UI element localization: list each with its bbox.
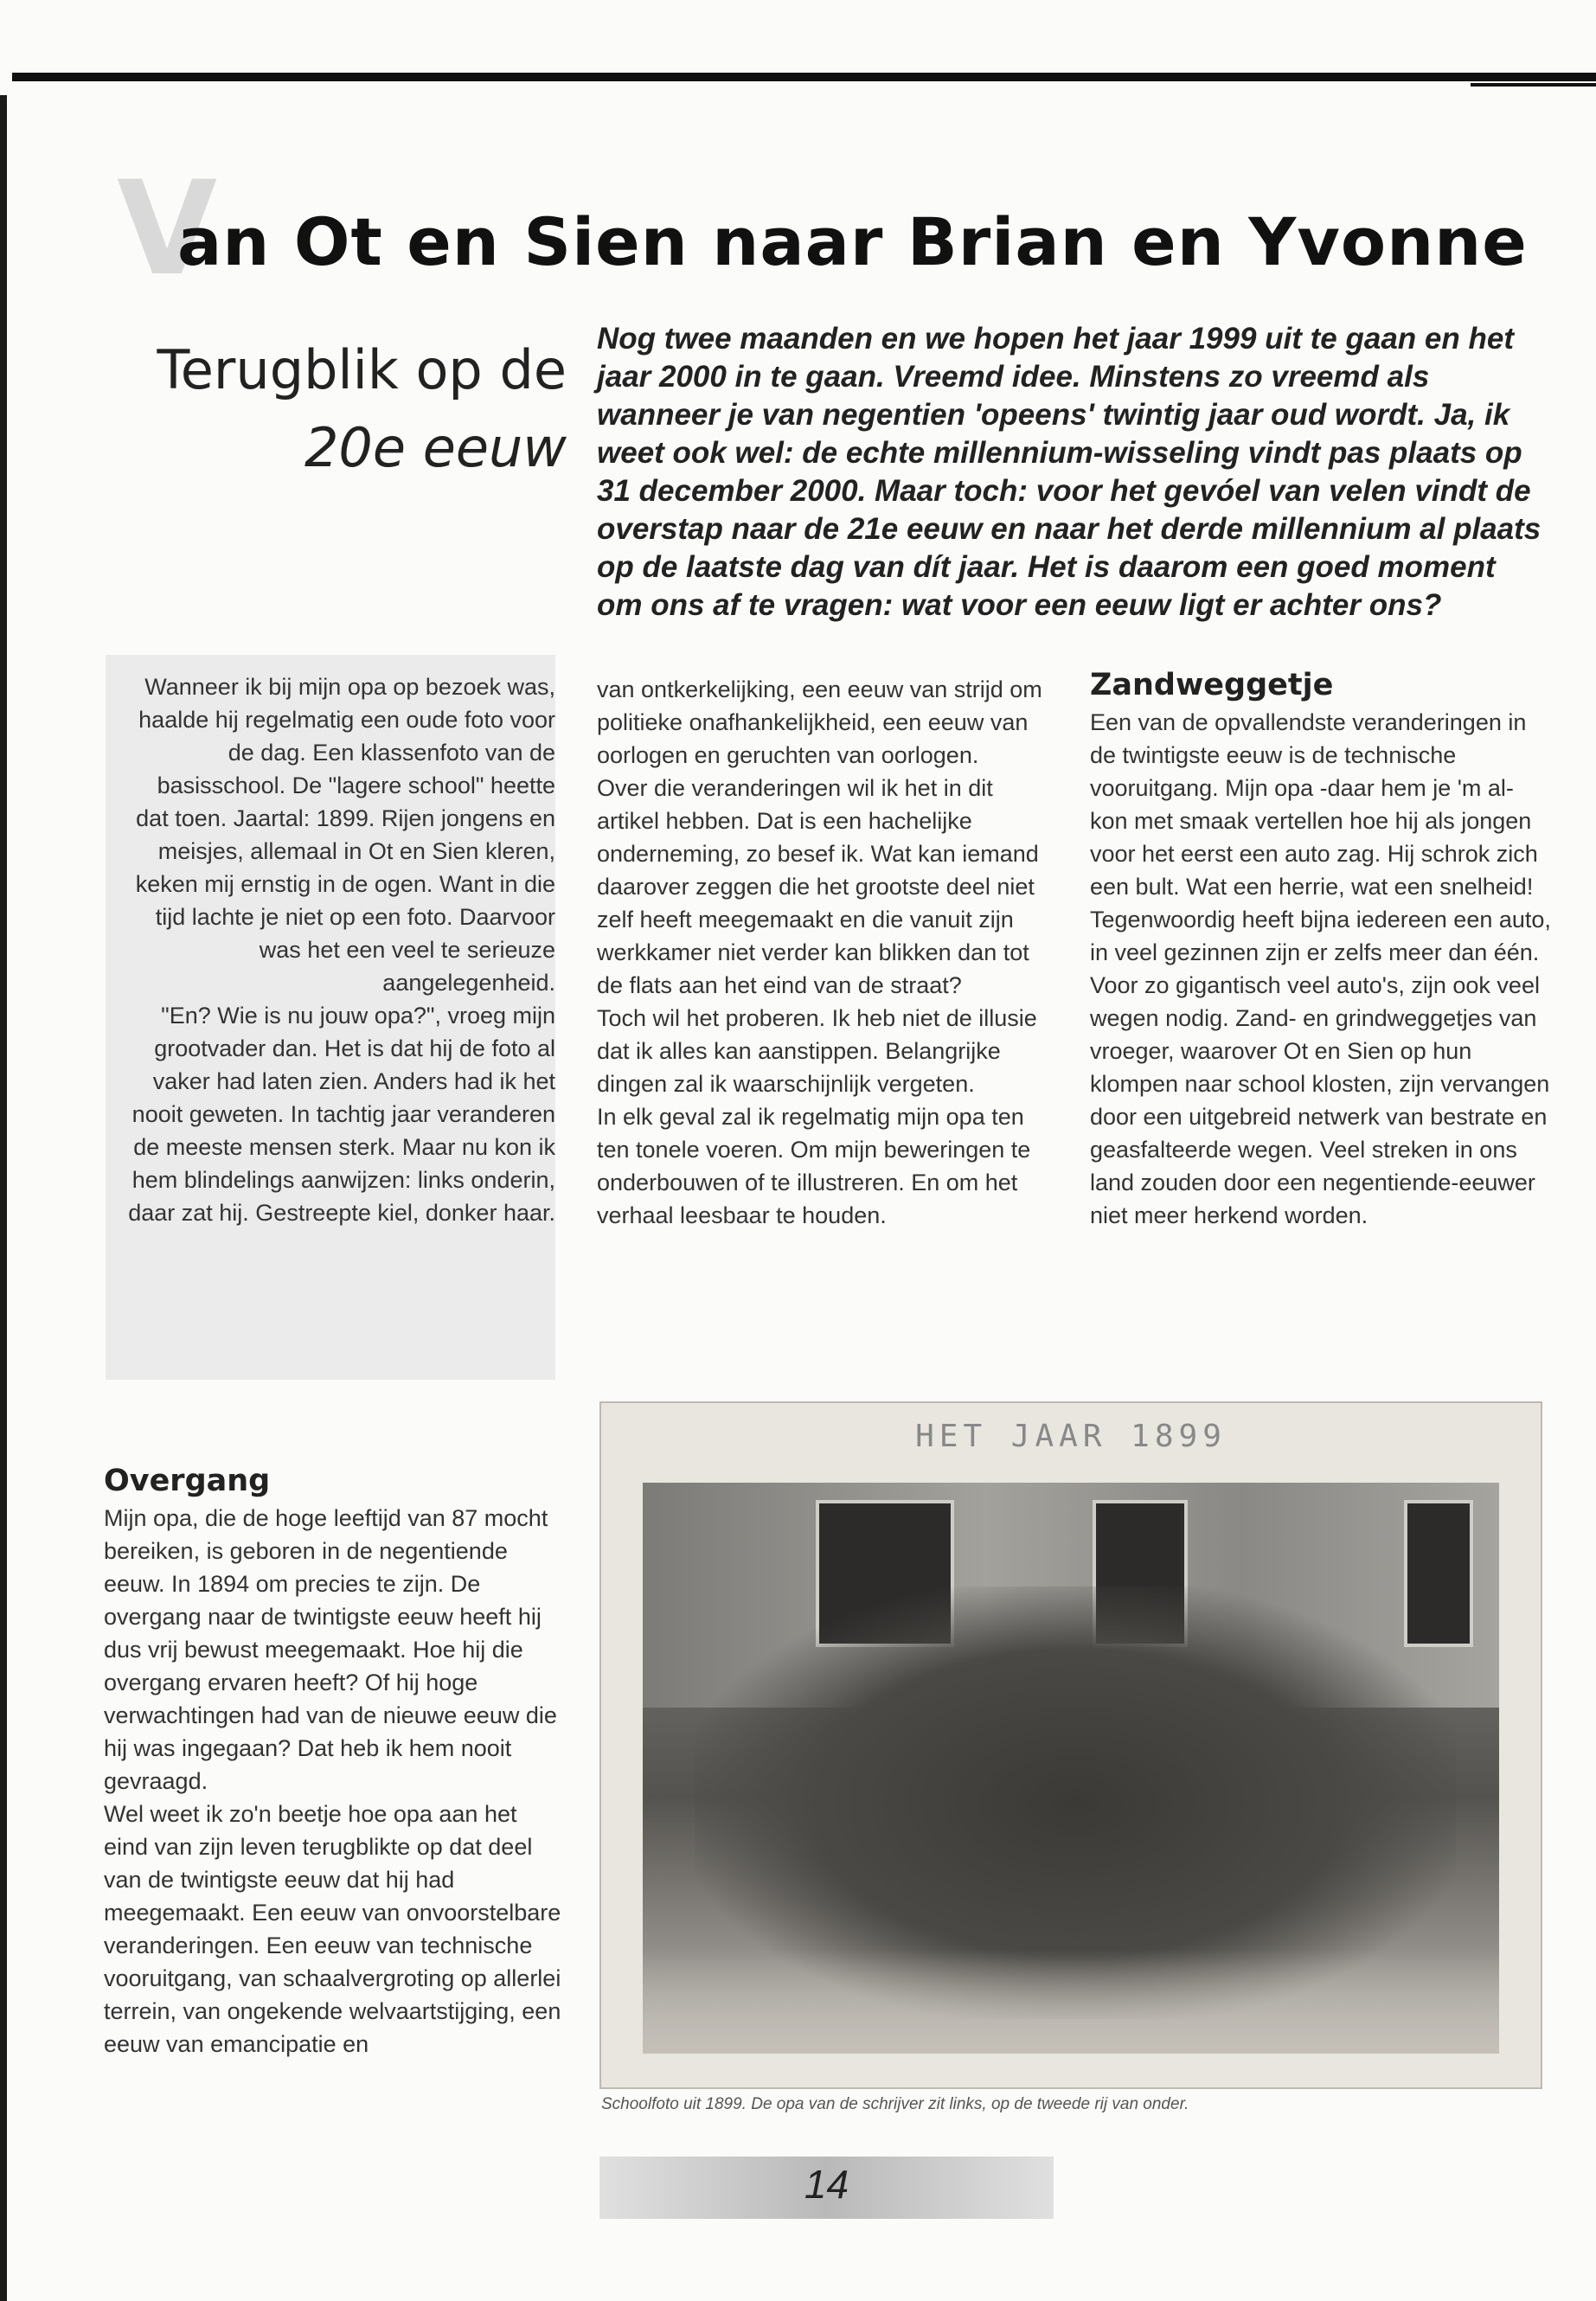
column-4-paragraph-1: Mijn opa, die de hoge leeftijd van 87 mocht bereiken, is geboren in de negentiende eeuw. In 1894 om precies te zijn. De overgang naar de twintigste eeuw heeft hij dus vrij bewust meegemaakt. Hoe hij die overgang ervaren heeft? Of hij hoge verwachtingen had van de nieuwe eeuw die hij was ingegaan? Dat heb ik hem nooit gevraagd.: [104, 1505, 557, 1794]
photo-frame-label: HET JAAR 1899: [915, 1419, 1227, 1454]
page-title: an Ot en Sien naar Brian en Yvonne: [177, 203, 1528, 280]
scan-left-edge: [0, 95, 7, 2301]
column-2-paragraph-4: In elk geval zal ik regelmatig mijn opa ten ten tonele voeren. Om mijn beweringen te onderbouwen of te illustreren. En om het verhaal leesbaar te houden.: [597, 1104, 1031, 1228]
photo-caption: Schoolfoto uit 1899. De opa van de schrijver zit links, op de tweede rij van onder.: [601, 2095, 1189, 2113]
sidebar-text: [123, 670, 555, 1229]
school-photo: [643, 1483, 1499, 2054]
column-4-paragraph-2: Wel weet ik zo'n beetje hoe opa aan het eind van zijn leven terugblikte op dat deel van de twintigste eeuw dat hij had meegemaakt. Een eeuw van onvoorstelbare veranderingen. Een eeuw van technische vooruitgang, van schaalvergroting op allerlei terrein, van ongekende welvaartstijging, een eeuw van emancipatie en: [104, 1801, 561, 2057]
top-rule-right: [1471, 83, 1596, 87]
top-rule: [12, 73, 1596, 81]
section-heading-zandweggetje: Zandweggetje: [1090, 668, 1334, 702]
subtitle: [130, 331, 567, 487]
column-3-paragraph-1: Een van de opvallendste veranderingen in de twintigste eeuw is de technische vooruitgang. Mijn opa -daar hem je 'm al- kon met smaak vertellen hoe hij als jongen voor het eerst een auto zag. Hij schrok zich een bult. Wat een herrie, wat een snelheid! Tegenwoordig heeft bijna iedereen een auto, in veel gezinnen zijn er zelfs meer dan één.: [1090, 709, 1551, 965]
column-4: [104, 1462, 562, 2061]
column-2-paragraph-3: Toch wil het proberen. Ik heb niet de illusie dat ik alles kan aanstippen. Belangrijke dingen zal ik waarschijnlijk vergeten.: [597, 1005, 1037, 1097]
subtitle-line-1: Terugblik op de: [157, 338, 567, 401]
section-heading-overgang: Overgang: [104, 1464, 271, 1498]
page-number: 14: [804, 2162, 849, 2207]
column-2-paragraph-2: Over die veranderingen wil ik het in dit artikel hebben. Dat is een hachelijke onderneming, zo besef ik. Wat kan iemand daarover zeggen die het grootste deel niet zelf heeft meegemaakt en die vanuit zijn werkkamer niet verder kan blikken dan tot de flats aan het eind van de straat?: [597, 775, 1039, 998]
school-photo-frame: [599, 1401, 1542, 2089]
sidebar-paragraph-1: Wanneer ik bij mijn opa op bezoek was, haalde hij regelmatig een oude foto voor de dag. Een klassenfoto van de basisschool. De "lagere school" heette dat toen. Jaartal: 1899. Rijen jongens en meisjes, allemaal in Ot en Sien kleren, keken mij ernstig in de ogen. Want in die tijd lachte je niet op een foto. Daarvoor was het een veel te serieuze aangelegenheid.: [135, 674, 555, 996]
photo-ground: [643, 1950, 1499, 2054]
column-3-paragraph-2: Voor zo gigantisch veel auto's, zijn ook veel wegen nodig. Zand- en grindweggetjes van vroeger, waarover Ot en Sien op hun klompen naar school klosten, zijn vervangen door een uitgebreid netwerk van bestrate en geasfalteerde wegen. Veel streken in ons land zouden door een negentiende-eeuwer niet meer herkend worden.: [1090, 972, 1550, 1228]
column-3: [1090, 666, 1557, 1232]
intro-paragraph: [597, 320, 1548, 625]
column-2: [597, 673, 1051, 1232]
sidebar-paragraph-2: "En? Wie is nu jouw opa?", vroeg mijn grootvader dan. Het is dat hij de foto al vaker had laten zien. Anders had ik het nooit geweten. In tachtig jaar veranderen de meeste mensen sterk. Maar nu kon ik hem blindelings aanwijzen: links onderin, daar zat hij. Gestreepte kiel, donker haar.: [128, 1003, 555, 1226]
subtitle-line-2: 20e eeuw: [304, 416, 567, 479]
sidebar-box: [106, 655, 555, 1380]
column-2-paragraph-1: van ontkerkelijking, een eeuw van strijd om politieke onafhankelijkheid, een eeuw van oorlogen en geruchten van oorlogen.: [597, 676, 1042, 768]
title-initial: V: [117, 154, 218, 304]
intro-text: Nog twee maanden en we hopen het jaar 1999 uit te gaan en het jaar 2000 in te gaan. Vreemd idee. Minstens zo vreemd als wanneer je van negentien 'opeens' twintig jaar oud wordt. Ja, ik weet ook wel: de echte millennium-wisseling vindt pas plaats op 31 december 2000. Maar toch: voor het gevóel van velen vindt de overstap naar de 21e eeuw en naar het derde millennium al plaats op de laatste dag van dít jaar. Het is daarom een goed moment om ons af te vragen: wat voor een eeuw ligt er achter ons?: [597, 322, 1542, 622]
